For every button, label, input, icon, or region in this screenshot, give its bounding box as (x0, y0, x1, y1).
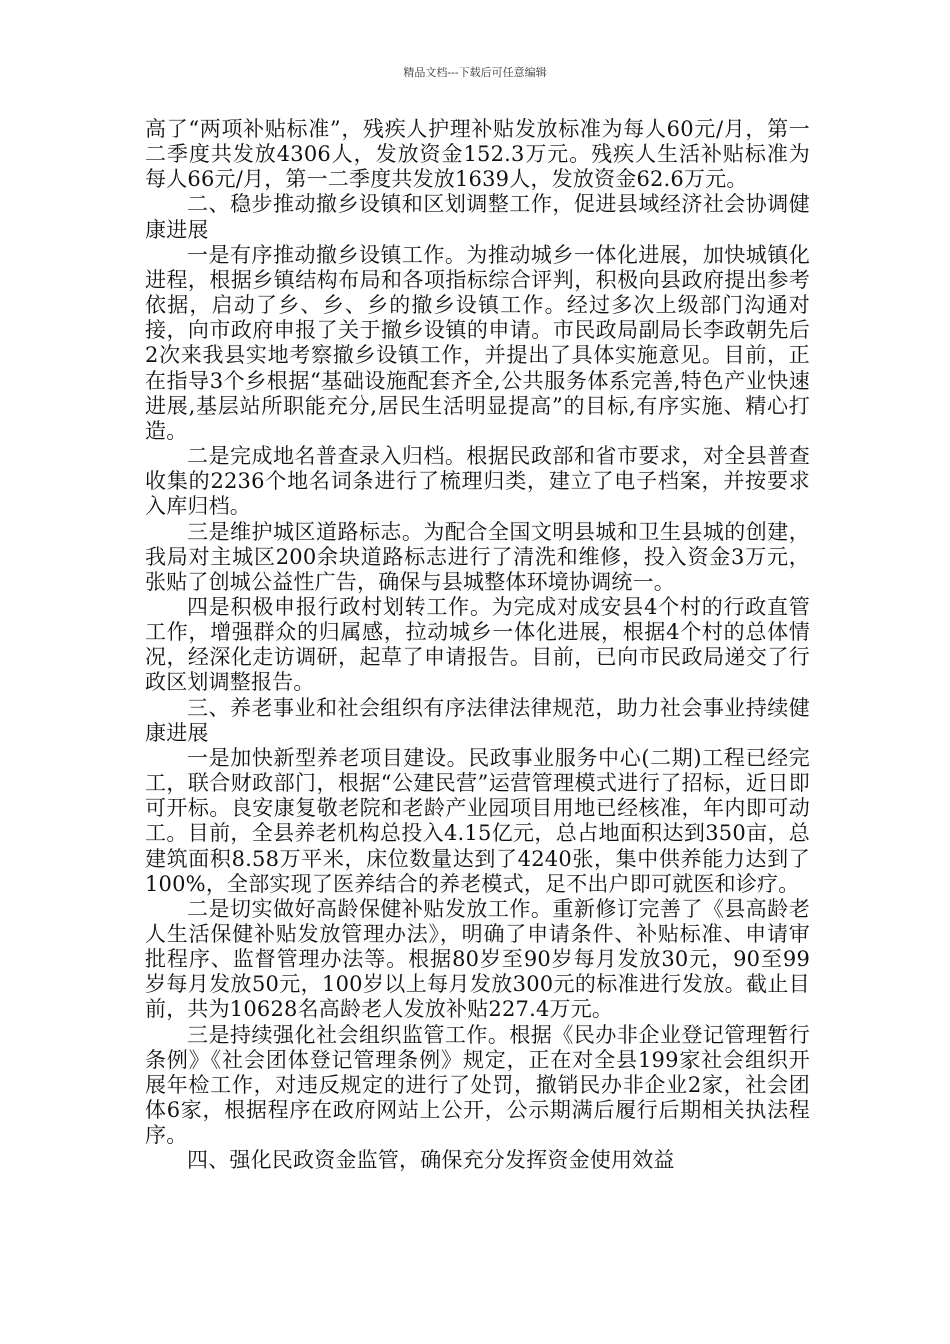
paragraph-elderly-care-projects: 一是加快新型养老项目建设。民政事业服务中心(二期)工程已经完工，联合财政部门，根据“公建民营”运营管理模式进行了招标，近日即可开标。良安康复敬老院和老龄产业园项目用地已经核准，年内即可动工。目前，全县养老机构总投入4.15亿元，总占地面积达到350亩，总建筑面积8.58万平米，床位数量达到了4240张，集中供养能力达到了100%，全部实现了医养结合的养老模式，足不出户即可就医和诊疗。 (145, 745, 810, 896)
document-body (145, 117, 810, 1174)
paragraph-road-signs: 三是维护城区道路标志。为配合全国文明县城和卫生县城的创建，我局对主城区200余块道路标志进行了清洗和维修，投入资金3万元，张贴了创城公益性广告，确保与县城整体环境协调统一。 (145, 519, 810, 594)
section-heading-2: 二、稳步推动撤乡设镇和区划调整工作，促进县域经济社会协调健康进展 (145, 192, 810, 242)
paragraph-place-names: 二是完成地名普查录入归档。根据民政部和省市要求，对全县普查收集的2236个地名词条进行了梳理归类，建立了电子档案，并按要求入库归档。 (145, 444, 810, 519)
paragraph-continuation: 高了“两项补贴标准”，残疾人护理补贴发放标准为每人60元/月，第一二季度共发放4306人，发放资金152.3万元。残疾人生活补贴标准为每人66元/月，第一二季度共发放1639人，发放资金62.6万元。 (145, 117, 810, 192)
page-header: 精品文档---下载后可任意编辑 (403, 66, 547, 79)
paragraph-town-setup: 一是有序推动撤乡设镇工作。为推动城乡一体化进展，加快城镇化进程，根据乡镇结构布局和各项指标综合评判，积极向县政府提出参考依据，启动了乡、乡、乡的撤乡设镇工作。经过多次上级部门沟通对接，向市政府申报了关于撤乡设镇的申请。市民政局副局长李政朝先后2次来我县实地考察撤乡设镇工作，并提出了具体实施意见。目前，正在指导3个乡根据“基础设施配套齐全,公共服务体系完善,特色产业快速进展,基层站所职能充分,居民生活明显提高”的目标,有序实施、精心打造。 (145, 242, 810, 443)
section-heading-4: 四、强化民政资金监管，确保充分发挥资金使用效益 (187, 1148, 675, 1173)
paragraph-village-transfer: 四是积极申报行政村划转工作。为完成对成安县4个村的行政直管工作，增强群众的归属感，拉动城乡一体化进展，根据4个村的总体情况，经深化走访调研，起草了申请报告。目前，已向市民政局递交了行政区划调整报告。 (145, 594, 810, 695)
paragraph-social-organizations: 三是持续强化社会组织监管工作。根据《民办非企业登记管理暂行条例》《社会团体登记管理条例》规定，正在对全县199家社会组织开展年检工作，对违反规定的进行了处罚，撤销民办非企业2家，社会团体6家，根据程序在政府网站上公开，公示期满后履行后期相关执法程序。 (145, 1022, 810, 1148)
paragraph-senior-subsidy: 二是切实做好高龄保健补贴发放工作。重新修订完善了《县高龄老人生活保健补贴发放管理办法》，明确了申请条件、补贴标准、申请审批程序、监督管理办法等。根据80岁至90岁每月发放30元，90至99岁每月发放50元，100岁以上每月发放300元的标准进行发放。截止目前，共为10628名高龄老人发放补贴227.4万元。 (145, 896, 810, 1022)
section-heading-3: 三、养老事业和社会组织有序法律法律规范，助力社会事业持续健康进展 (145, 695, 810, 745)
